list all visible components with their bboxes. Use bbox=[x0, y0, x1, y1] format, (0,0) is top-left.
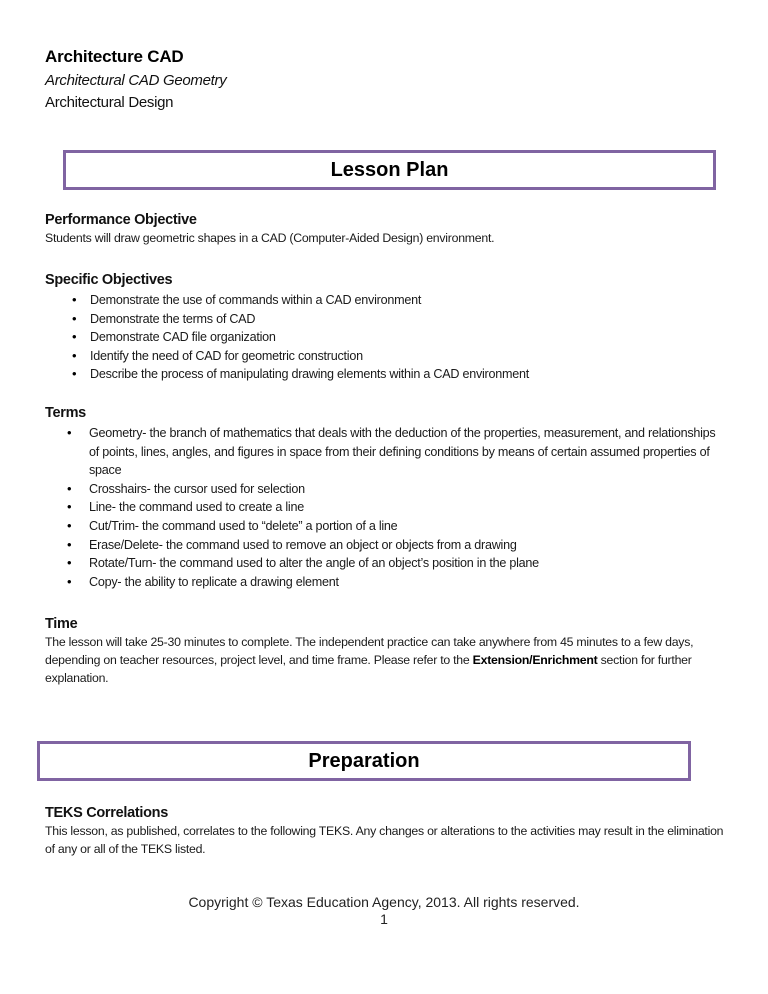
course-title: Architecture CAD bbox=[45, 47, 184, 66]
preparation-banner bbox=[37, 741, 691, 781]
lesson-plan-title: Lesson Plan bbox=[330, 158, 449, 181]
teks-text: This lesson, as published, correlates to the following TEKS. Any changes or alterations to the activities may result in the elimination of any or all of the TEKS listed. bbox=[45, 824, 724, 856]
teks-section bbox=[45, 805, 735, 858]
performance-objective-text: Students will draw geometric shapes in a CAD (Computer-Aided Design) environment. bbox=[45, 231, 495, 245]
list-item: • Erase/Delete- the command used to remove an object or objects from a drawing bbox=[45, 536, 725, 555]
lesson-plan-banner bbox=[63, 150, 716, 190]
page-footer bbox=[0, 894, 768, 928]
teks-heading: TEKS Correlations bbox=[45, 805, 169, 821]
copyright-text: Copyright © Texas Education Agency, 2013. All rights reserved. bbox=[188, 894, 580, 910]
specific-objectives-heading: Specific Objectives bbox=[45, 272, 173, 288]
performance-objective-section bbox=[45, 212, 735, 247]
list-item: • Rotate/Turn- the command used to alter the angle of an object’s position in the plane bbox=[45, 554, 725, 573]
unit-title: Architectural CAD Geometry bbox=[45, 72, 227, 89]
list-item: • Describe the process of manipulating drawing elements within a CAD environment bbox=[45, 365, 745, 384]
list-item: • Crosshairs- the cursor used for selection bbox=[45, 480, 725, 499]
list-item: • Cut/Trim- the command used to “delete” a portion of a line bbox=[45, 517, 725, 536]
terms-section bbox=[45, 405, 725, 591]
list-item: • Demonstrate the terms of CAD bbox=[45, 310, 745, 329]
specific-objectives-list bbox=[45, 291, 745, 384]
list-item: • Demonstrate the use of commands within a CAD environment bbox=[45, 291, 745, 310]
time-text-tail: section for further explanation. bbox=[45, 653, 692, 685]
list-item: • Copy- the ability to replicate a drawing element bbox=[45, 573, 725, 592]
list-item: • Demonstrate CAD file organization bbox=[45, 328, 745, 347]
terms-list bbox=[45, 424, 725, 591]
preparation-title: Preparation bbox=[308, 749, 420, 772]
performance-objective-heading: Performance Objective bbox=[45, 212, 197, 228]
time-section bbox=[45, 616, 735, 687]
list-item: • Line- the command used to create a line bbox=[45, 498, 725, 517]
subject-label: Architectural Design bbox=[45, 94, 174, 111]
page-number: 1 bbox=[380, 911, 388, 927]
terms-heading: Terms bbox=[45, 405, 86, 421]
list-item: • Identify the need of CAD for geometric construction bbox=[45, 347, 745, 366]
extension-enrichment-ref: Extension/Enrichment bbox=[472, 653, 598, 667]
time-text bbox=[45, 633, 735, 687]
specific-objectives-section bbox=[45, 272, 745, 384]
list-item: • Geometry- the branch of mathematics that deals with the deduction of the properties, measurement, and relationships of points, lines, angles, and figures in space from their defining conditions by means of certain assumed properties of space bbox=[45, 424, 725, 480]
time-text-main: The lesson will take 25-30 minutes to complete. The independent practice can take anywhere from 45 minutes to a few days, depending on teacher resources, project level, and time frame. Please refer to the bbox=[45, 635, 694, 667]
time-heading: Time bbox=[45, 616, 78, 632]
